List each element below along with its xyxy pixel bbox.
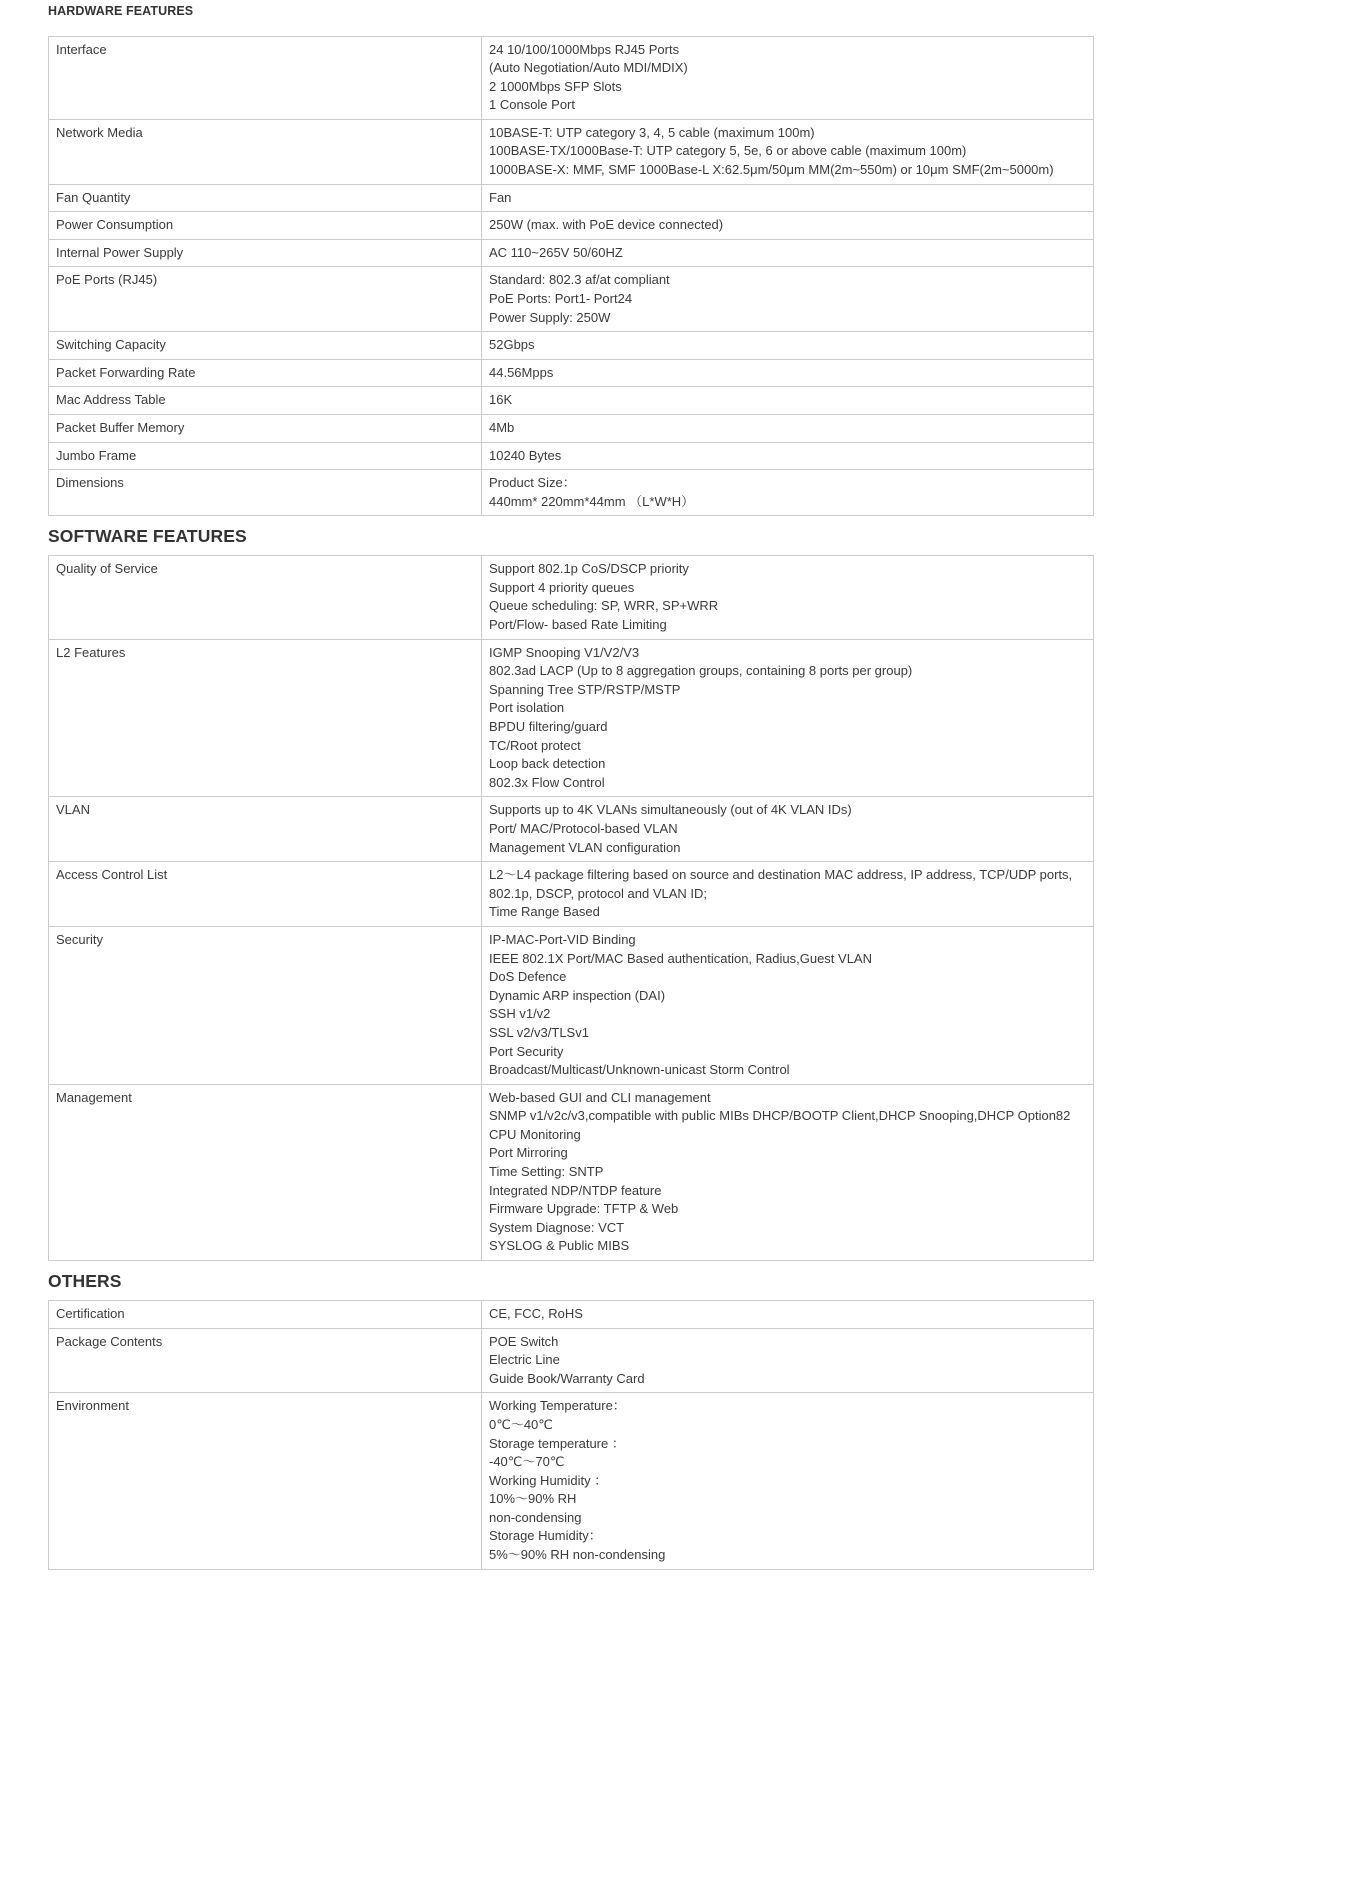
value-line: IEEE 802.1X Port/MAC Based authentication, Radius,Guest VLAN: [489, 950, 872, 966]
value-line: Guide Book/Warranty Card: [489, 1370, 645, 1386]
value-line: 802.3ad LACP (Up to 8 aggregation groups, containing 8 ports per group): [489, 663, 913, 679]
value-line: SSH v1/v2: [489, 1006, 551, 1022]
value-line: SSL v2/v3/TLSv1: [489, 1024, 589, 1040]
value-line: Queue scheduling: SP, WRR, SP+WRR: [489, 598, 719, 614]
value-line: Standard: 802.3 af/at compliant: [489, 272, 670, 288]
spec-value: [482, 797, 1094, 862]
spec-section-others: [48, 1272, 1093, 1570]
value-line: Product Size：: [489, 475, 576, 491]
value-line: Firmware Upgrade: TFTP & Web: [489, 1201, 679, 1217]
spec-label: Package Contents: [49, 1328, 482, 1393]
spec-value: [482, 415, 1094, 443]
value-line: 5%～90% RH non-condensing: [489, 1547, 666, 1563]
spec-document: [48, 5, 1093, 1570]
value-line: IP-MAC-Port-VID Binding: [489, 931, 636, 947]
value-line: Storage Humidity：: [489, 1528, 602, 1544]
spec-label: Interface: [49, 36, 482, 119]
value-line: -40℃～70℃: [489, 1454, 565, 1470]
value-line: 802.3x Flow Control: [489, 774, 605, 790]
table-row: [49, 556, 1094, 639]
spec-value: [482, 442, 1094, 470]
value-line: Management VLAN configuration: [489, 839, 681, 855]
spec-label: Dimensions: [49, 470, 482, 516]
spec-label: Network Media: [49, 119, 482, 184]
value-line: Integrated NDP/NTDP feature: [489, 1182, 662, 1198]
spec-value: [482, 926, 1094, 1084]
spec-label: Mac Address Table: [49, 387, 482, 415]
value-line: 0℃～40℃: [489, 1416, 553, 1432]
value-line: 44.56Mpps: [489, 364, 554, 380]
value-line: AC 110~265V 50/60HZ: [489, 244, 623, 260]
table-row: [49, 239, 1094, 267]
value-line: CPU Monitoring: [489, 1126, 581, 1142]
spec-label: Fan Quantity: [49, 184, 482, 212]
spec-value: [482, 556, 1094, 639]
table-row: [49, 639, 1094, 797]
table-row: [49, 1328, 1094, 1393]
value-line: Time Setting: SNTP: [489, 1164, 604, 1180]
spec-label: Power Consumption: [49, 212, 482, 240]
table-row: [49, 36, 1094, 119]
spec-label: Quality of Service: [49, 556, 482, 639]
spec-label: Jumbo Frame: [49, 442, 482, 470]
value-line: Dynamic ARP inspection (DAI): [489, 987, 666, 1003]
spec-label: Certification: [49, 1300, 482, 1328]
value-line: Loop back detection: [489, 756, 606, 772]
spec-label: VLAN: [49, 797, 482, 862]
table-row: [49, 1300, 1094, 1328]
table-row: [49, 1393, 1094, 1569]
spec-label: Security: [49, 926, 482, 1084]
value-line: 440mm* 220mm*44mm （L*W*H）: [489, 493, 695, 509]
value-line: SNMP v1/v2c/v3,compatible with public MIBs DHCP/BOOTP Client,DHCP Snooping,DHCP Option82: [489, 1108, 1071, 1124]
spec-label: Switching Capacity: [49, 332, 482, 360]
value-line: 10%～90% RH: [489, 1491, 577, 1507]
value-line: Port Mirroring: [489, 1145, 568, 1161]
value-line: 1000BASE-X: MMF, SMF 1000Base-L X:62.5μm/50μm MM(2m~550m) or 10μm SMF(2m~5000m): [489, 162, 1054, 178]
value-line: Port/Flow- based Rate Limiting: [489, 617, 667, 633]
spec-value: [482, 387, 1094, 415]
value-line: BPDU filtering/guard: [489, 719, 608, 735]
spec-value: [482, 639, 1094, 797]
spec-label: Internal Power Supply: [49, 239, 482, 267]
value-line: 10BASE-T: UTP category 3, 4, 5 cable (maximum 100m): [489, 124, 815, 140]
value-line: Broadcast/Multicast/Unknown-unicast Storm Control: [489, 1062, 790, 1078]
spec-value: [482, 184, 1094, 212]
spec-value: [482, 1300, 1094, 1328]
value-line: 24 10/100/1000Mbps RJ45 Ports: [489, 41, 680, 57]
spec-table: [48, 555, 1094, 1261]
spec-label: Packet Forwarding Rate: [49, 359, 482, 387]
table-row: [49, 797, 1094, 862]
value-line: 4Mb: [489, 420, 515, 435]
spec-label: Access Control List: [49, 862, 482, 927]
value-line: 250W (max. with PoE device connected): [489, 217, 724, 233]
value-line: Working Temperature：: [489, 1398, 626, 1414]
value-line: (Auto Negotiation/Auto MDI/MDIX): [489, 60, 688, 76]
spec-value: [482, 359, 1094, 387]
table-row: [49, 359, 1094, 387]
table-row: [49, 267, 1094, 332]
table-row: [49, 1084, 1094, 1260]
value-line: SYSLOG & Public MIBS: [489, 1238, 630, 1254]
value-line: Spanning Tree STP/RSTP/MSTP: [489, 681, 681, 697]
value-line: 100BASE-TX/1000Base-T: UTP category 5, 5e, 6 or above cable (maximum 100m): [489, 143, 967, 159]
value-line: L2～L4 package filtering based on source and destination MAC address, IP address, TCP/UDP ports,: [489, 867, 1073, 883]
value-line: DoS Defence: [489, 969, 567, 985]
section-heading: SOFTWARE FEATURES: [48, 526, 247, 547]
spec-value: [482, 119, 1094, 184]
value-line: Electric Line: [489, 1352, 560, 1368]
table-row: [49, 184, 1094, 212]
spec-value: [482, 1393, 1094, 1569]
table-row: [49, 387, 1094, 415]
value-line: non-condensing: [489, 1509, 582, 1525]
spec-value: [482, 470, 1094, 516]
table-row: [49, 119, 1094, 184]
value-line: Power Supply: 250W: [489, 309, 611, 325]
value-line: Support 4 priority queues: [489, 579, 635, 595]
value-line: 16K: [489, 392, 513, 408]
value-line: Support 802.1p CoS/DSCP priority: [489, 561, 689, 577]
value-line: IGMP Snooping V1/V2/V3: [489, 644, 640, 660]
value-line: Port isolation: [489, 700, 565, 716]
value-line: 1 Console Port: [489, 97, 575, 113]
spec-value: [482, 36, 1094, 119]
value-line: Storage temperature ：: [489, 1435, 625, 1451]
spec-value: [482, 1328, 1094, 1393]
value-line: CE, FCC, RoHS: [489, 1305, 583, 1321]
spec-value: [482, 1084, 1094, 1260]
value-line: 802.1p, DSCP, protocol and VLAN ID;: [489, 885, 707, 901]
spec-table: [48, 36, 1094, 517]
table-row: [49, 415, 1094, 443]
value-line: 10240 Bytes: [489, 447, 562, 463]
value-line: Web-based GUI and CLI management: [489, 1089, 711, 1105]
spec-label: PoE Ports (RJ45): [49, 267, 482, 332]
value-line: System Diagnose: VCT: [489, 1219, 625, 1235]
spec-value: [482, 332, 1094, 360]
table-row: [49, 862, 1094, 927]
spec-value: [482, 212, 1094, 240]
spec-label: Management: [49, 1084, 482, 1260]
table-row: [49, 442, 1094, 470]
table-row: [49, 926, 1094, 1084]
spec-label: Packet Buffer Memory: [49, 415, 482, 443]
value-line: Time Range Based: [489, 904, 600, 920]
spec-section-software: [48, 527, 1093, 1261]
value-line: 2 1000Mbps SFP Slots: [489, 78, 622, 94]
value-line: Supports up to 4K VLANs simultaneously (out of 4K VLAN IDs): [489, 802, 852, 818]
value-line: Port/ MAC/Protocol-based VLAN: [489, 820, 678, 836]
value-line: TC/Root protect: [489, 737, 581, 753]
value-line: POE Switch: [489, 1333, 559, 1349]
spec-section-hardware: [48, 5, 1093, 516]
table-row: [49, 212, 1094, 240]
spec-label: Environment: [49, 1393, 482, 1569]
spec-value: [482, 267, 1094, 332]
table-row: [49, 332, 1094, 360]
spec-value: [482, 862, 1094, 927]
value-line: Working Humidity ：: [489, 1472, 608, 1488]
table-row: [49, 470, 1094, 516]
value-line: PoE Ports: Port1- Port24: [489, 291, 633, 307]
value-line: 52Gbps: [489, 337, 535, 353]
spec-table: [48, 1300, 1094, 1570]
section-heading: OTHERS: [48, 1271, 122, 1292]
value-line: Fan: [489, 189, 512, 205]
section-heading: HARDWARE FEATURES: [48, 4, 194, 18]
spec-value: [482, 239, 1094, 267]
spec-label: L2 Features: [49, 639, 482, 797]
value-line: Port Security: [489, 1043, 564, 1059]
